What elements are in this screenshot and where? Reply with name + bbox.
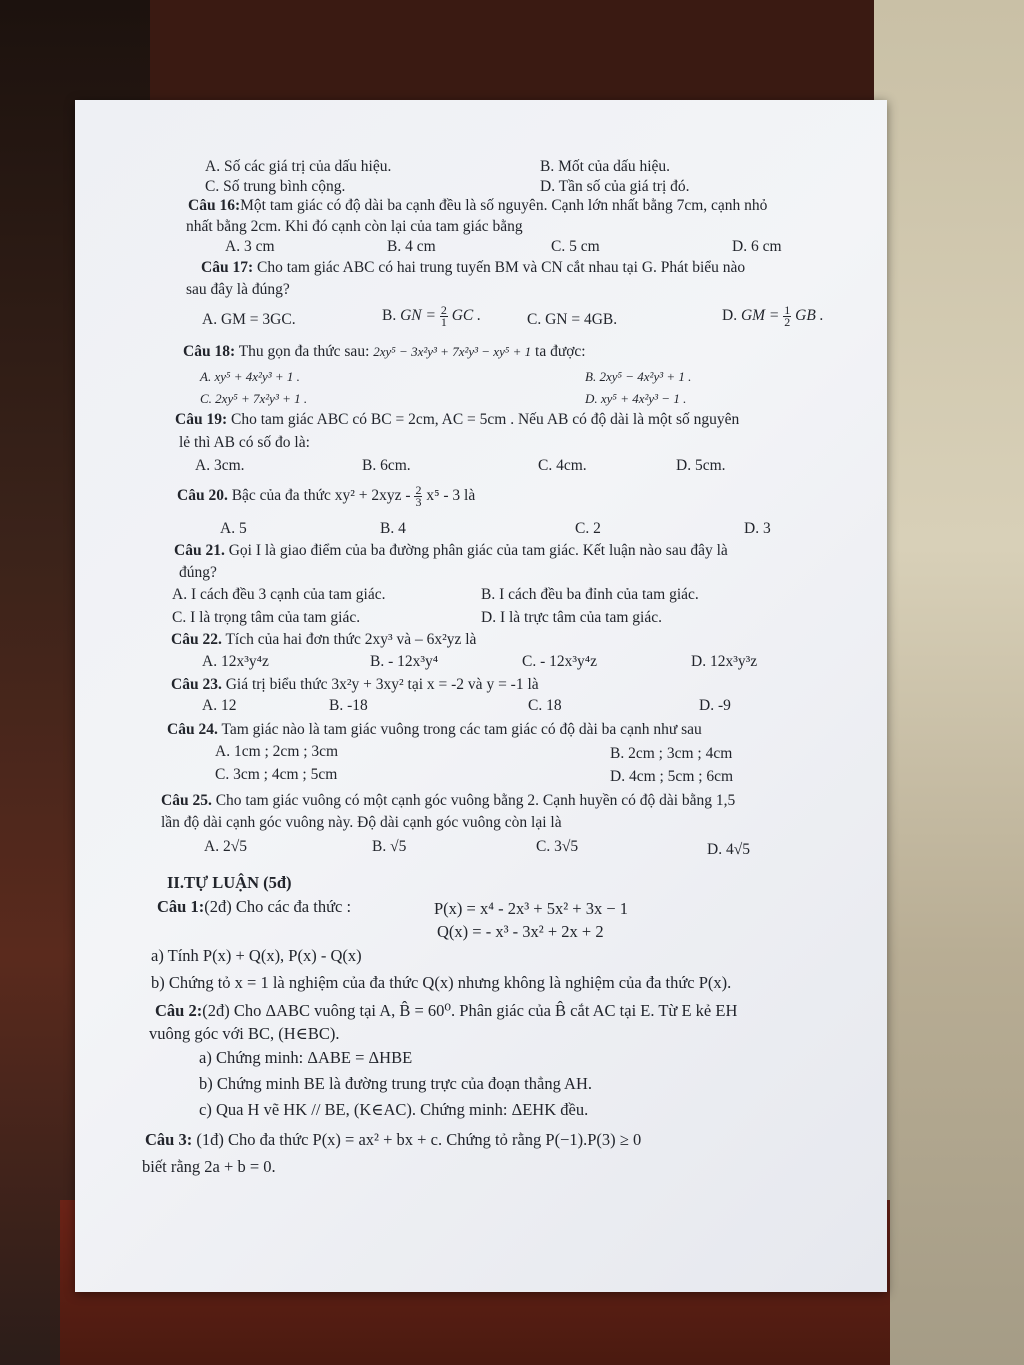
q21-label: Câu 21. [174,542,225,559]
q17-option-d-letter: D. [722,307,738,325]
q17-text: Cho tam giác ABC có hai trung tuyến BM và CN cắt nhau tại G. Phát biểu nào [256,259,746,276]
exam-sheet [75,100,887,1292]
essay-q3-label: Câu 3: [145,1130,193,1149]
q20-option-a: A. 5 [220,520,247,537]
q17-option-c: C. GN = 4GB. [527,311,618,328]
essay-q1-part-a: a) Tính P(x) + Q(x), P(x) - Q(x) [151,946,362,965]
background-right [874,0,1024,1365]
q16-option-b: B. 4 cm [387,238,436,255]
q18-option-c: C. 2xy⁵ + 7x²y³ + 1 . [200,391,308,406]
q19-text: Cho tam giác ABC có BC = 2cm, AC = 5cm . Nếu AB có độ dài là một số nguyên [230,411,740,428]
q17-option-b-letter: B. [382,307,397,325]
q17-stem [201,258,745,277]
section-heading: II.TỰ LUẬN (5đ) [167,873,292,892]
q17-option-b-fraction [440,305,448,328]
essay-q1-stem [157,897,351,916]
q17-option-d-rhs: GB . [795,307,824,325]
q25-option-d: D. 4√5 [707,841,750,858]
q20-option-b: B. 4 [380,520,406,537]
q25-option-a: A. 2√5 [204,838,247,855]
q15-option-b: B. Mốt của dấu hiệu. [540,158,671,175]
q24-option-c: C. 3cm ; 4cm ; 5cm [215,766,338,783]
q24-label: Câu 24. [167,721,218,738]
q24-stem [167,720,702,739]
essay-q3-stem-cont: biết rằng 2a + b = 0. [142,1157,276,1176]
q17-option-d [722,305,824,328]
q18-option-a: A. xy⁵ + 4x²y³ + 1 . [200,369,300,384]
q25-stem-cont: lần độ dài cạnh góc vuông này. Độ dài cạnh góc vuông còn lại là [161,814,562,831]
q16-stem [188,196,767,215]
essay-q2-stem [155,1001,737,1020]
q15-option-a: A. Số các giá trị của dấu hiệu. [205,158,392,175]
essay-q1-part-b: b) Chứng tỏ x = 1 là nghiệm của đa thức Q(x) nhưng không là nghiệm của đa thức P(x). [151,973,732,992]
q24-option-a: A. 1cm ; 2cm ; 3cm [215,743,339,760]
q20-stem [177,485,475,508]
q23-option-c: C. 18 [528,697,562,714]
q19-option-c: C. 4cm. [538,457,587,474]
essay-q2-part-c: c) Qua H vẽ HK // BE, (K∈AC). Chứng minh: ΔEHK đều. [199,1100,589,1119]
q23-option-a: A. 12 [202,697,237,714]
polynomial-p: P(x) = x⁴ - 2x³ + 5x² + 3x − 1 [434,899,629,918]
essay-q2-text: (2đ) Cho ΔABC vuông tại A, B̂ = 60⁰. Phân giác của B̂ cắt AC tại E. Từ E kẻ EH [202,1001,738,1020]
q17-option-d-fraction [783,305,791,328]
q20-option-d: D. 3 [744,520,771,537]
q25-label: Câu 25. [161,792,212,809]
q17-option-b-lhs: GN = [400,307,436,325]
essay-q3-stem [145,1130,641,1149]
q18-option-d: D. xy⁵ + 4x²y³ − 1 . [585,391,687,406]
q22-option-a: A. 12x³y⁴z [202,653,269,670]
q17-option-b-rhs: GC . [451,307,482,325]
q19-option-b: B. 6cm. [362,457,411,474]
q22-label: Câu 22. [171,631,222,648]
q16-option-a: A. 3 cm [225,238,275,255]
q22-option-d: D. 12x³y³z [691,653,758,670]
essay-q2-part-a: a) Chứng minh: ΔABE = ΔHBE [199,1048,413,1067]
q19-option-a: A. 3cm. [195,457,245,474]
q15-option-c: C. Số trung bình cộng. [205,178,346,195]
q16-stem-cont: nhất bằng 2cm. Khi đó cạnh còn lại của tam giác bằng [186,218,523,235]
q25-option-b: B. √5 [372,838,407,855]
q21-stem-cont: đúng? [179,564,217,581]
q24-option-d: D. 4cm ; 5cm ; 6cm [610,768,734,785]
essay-q1-label: Câu 1: [157,897,205,916]
q25-option-c: C. 3√5 [536,838,579,855]
q17-option-b [382,305,481,328]
q18-option-b: B. 2xy⁵ − 4x²y³ + 1 . [585,369,692,384]
q21-text: Gọi I là giao điểm của ba đường phân giác của tam giác. Kết luận nào sau đây là [228,542,728,559]
polynomial-q: Q(x) = - x³ - 3x² + 2x + 2 [437,922,604,941]
essay-q2-part-b: b) Chứng minh BE là đường trung trực của đoạn thẳng AH. [199,1074,592,1093]
q20-denominator: 3 [415,495,422,509]
q19-option-d: D. 5cm. [676,457,726,474]
q21-option-c: C. I là trọng tâm của tam giác. [172,609,361,626]
q16-label: Câu 16: [188,197,241,214]
q23-label: Câu 23. [171,676,222,693]
essay-q2-label: Câu 2: [155,1001,203,1020]
q24-option-b: B. 2cm ; 3cm ; 4cm [610,745,733,762]
q20-label: Câu 20. [177,487,228,505]
q22-option-b: B. - 12x³y⁴ [370,653,439,670]
q25-stem [161,791,735,810]
essay-q2-stem-cont: vuông góc với BC, (H∈BC). [149,1024,340,1043]
q22-text: Tích của hai đơn thức 2xy³ và – 6x²yz là [225,631,477,648]
q19-stem-cont: lẻ thì AB có số đo là: [179,434,310,451]
q17-option-d-lhs: GM = [740,307,780,325]
essay-q1-text: (2đ) Cho các đa thức : [204,897,352,916]
q23-option-b: B. -18 [329,697,368,714]
q16-text: Một tam giác có độ dài ba cạnh đều là số nguyên. Cạnh lớn nhất bằng 7cm, cạnh nhỏ [240,197,768,214]
q17-label: Câu 17: [201,259,254,276]
q20-fraction [414,485,422,508]
q20-text-end: x⁵ - 3 là [426,487,476,505]
q15-option-d: D. Tần số của giá trị đó. [540,178,690,195]
q17-d-numerator: 1 [784,303,791,317]
q22-stem [171,630,476,649]
q17-b-denominator: 1 [440,315,447,329]
q20-text: Bậc của đa thức xy² + 2xyz - [231,487,411,505]
q18-text: Thu gọn đa thức sau: [238,343,370,360]
q21-option-d: D. I là trực tâm của tam giác. [481,609,662,626]
q18-label: Câu 18: [183,343,236,360]
q21-option-b: B. I cách đều ba đỉnh của tam giác. [481,586,699,603]
essay-q3-text: (1đ) Cho đa thức P(x) = ax² + bx + c. Chứng tỏ rằng P(−1).P(3) ≥ 0 [196,1130,642,1149]
q19-stem [175,410,739,429]
q19-label: Câu 19: [175,411,228,428]
q16-option-c: C. 5 cm [551,238,600,255]
q20-numerator: 2 [415,483,422,497]
q25-text: Cho tam giác vuông có một cạnh góc vuông bằng 2. Cạnh huyền có độ dài bằng 1,5 [215,792,736,809]
q17-b-numerator: 2 [440,303,447,317]
q21-stem [174,541,728,560]
q21-option-a: A. I cách đều 3 cạnh của tam giác. [172,586,386,603]
q22-option-c: C. - 12x³y⁴z [522,653,598,670]
q16-option-d: D. 6 cm [732,238,782,255]
q17-option-a: A. GM = 3GC. [202,311,296,328]
q17-d-denominator: 2 [784,315,791,329]
q18-polynomial: 2xy⁵ − 3x²y³ + 7x²y³ − xy⁵ + 1 [373,344,532,359]
q17-stem-cont: sau đây là đúng? [186,281,290,298]
q24-text: Tam giác nào là tam giác vuông trong các tam giác có độ dài ba cạnh như sau [221,721,702,738]
q23-stem [171,675,539,694]
q23-option-d: D. -9 [699,697,731,714]
q18-text-end: ta được: [535,343,586,360]
q23-text: Giá trị biểu thức 3x²y + 3xy² tại x = -2 và y = -1 là [225,676,539,693]
q20-option-c: C. 2 [575,520,601,537]
q18-stem [183,342,586,361]
